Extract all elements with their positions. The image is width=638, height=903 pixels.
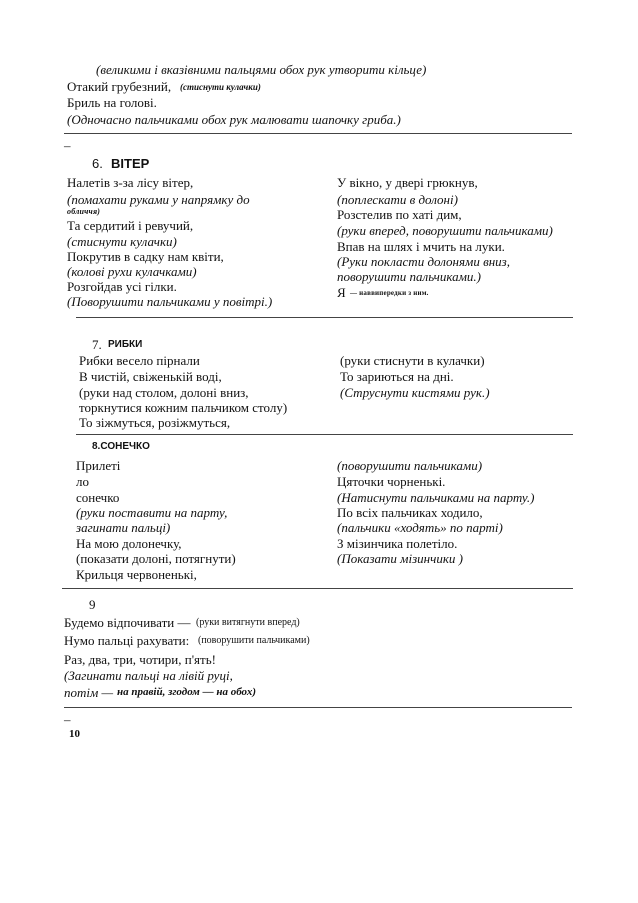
s6-left-5: (стиснути кулачки) — [67, 234, 177, 249]
s6-right-4: (руки вперед, поворушити пальчиками) — [337, 223, 553, 238]
divider — [76, 434, 573, 435]
s10-number: 10 — [69, 728, 80, 740]
s8-right-3: (Натиснути пальчиками на парту.) — [337, 490, 535, 505]
s5-line-3: Бриль на голові. — [67, 95, 157, 110]
s8-right-4: По всіх пальчиках ходило, — [337, 505, 483, 520]
s6-left-2: (помахати руками у напрямку до — [67, 192, 250, 207]
s6-right-8: Я — [337, 285, 346, 300]
s9-line-1: Будемо відпочивати — — [64, 615, 191, 630]
s8-left-8: Крильця червоненькі, — [76, 567, 197, 582]
s8-left-6: На мою долонечку, — [76, 536, 182, 551]
s5-line-2: Отакий грубезний, — [67, 79, 172, 94]
s6-right-3: Розстелив по хаті дим, — [337, 207, 462, 222]
s8-left-2: ло — [76, 474, 89, 489]
s5-line-4: (Одночасно пальчиками обох рук малювати шапочку гриба.) — [67, 112, 401, 127]
s6-number: 6. — [92, 156, 103, 171]
s9-line-5b: на правій, згодом — на обох) — [117, 686, 256, 698]
s7-title: РИБКИ — [108, 339, 143, 350]
s7-left-2: В чистій, свіженькій воді, — [79, 369, 222, 384]
s8-left-3: сонечко — [76, 490, 120, 505]
s8-left-4: (руки поставити на парту, — [76, 505, 228, 520]
s6-right-7: поворушити пальчиками.) — [337, 269, 481, 284]
s5-dash: – — [64, 138, 71, 153]
s5-line-1: (великими і вказівними пальцями обох рук утворити кільце) — [96, 62, 427, 77]
divider — [64, 133, 572, 134]
s5-line-2-note: (стиснути кулачки) — [180, 82, 261, 92]
s6-left-6: Покрутив в садку нам квіти, — [67, 249, 224, 264]
s7-right-2: То зариються на дні. — [340, 369, 454, 384]
s8-right-2: Цяточки чорненькі. — [337, 474, 446, 489]
s8-right-5: (пальчики «ходять» по парті) — [337, 520, 503, 535]
s8-right-7: (Показати мізинчики ) — [337, 551, 463, 566]
s9-line-4: (Загинати пальці на лівій руці, — [64, 668, 233, 683]
s9-line-2-note: (поворушити пальчиками) — [198, 635, 310, 646]
s7-number: 7. — [92, 337, 102, 352]
s6-right-5: Впав на шлях і мчить на луки. — [337, 239, 505, 254]
divider — [62, 588, 573, 589]
s6-right-1: У вікно, у двері грюкнув, — [337, 175, 478, 190]
s6-right-2: (поплескати в долоні) — [337, 192, 458, 207]
s9-line-3: Раз, два, три, чотири, п'ять! — [64, 652, 216, 667]
s6-left-4: Та сердитий і ревучий, — [67, 218, 194, 233]
s9-line-1-note: (руки витягнути вперед) — [196, 617, 300, 628]
s6-left-9: (Поворушити пальчиками у повітрі.) — [67, 294, 273, 309]
s6-left-8: Розгойдав усі гілки. — [67, 279, 177, 294]
s8-right-1: (поворушити пальчиками) — [337, 458, 483, 473]
s7-left-4: торкнутися кожним пальчиком столу) — [79, 400, 288, 415]
s8-left-1: Прилеті — [76, 458, 121, 473]
s6-left-7: (колові рухи кулачками) — [67, 264, 197, 279]
s6-right-8-note: — наввипередки з ним. — [350, 289, 429, 297]
s9-line-5a: потім — — [64, 685, 114, 700]
s9-dash: – — [64, 712, 71, 727]
s7-left-3: (руки над столом, долоні вниз, — [79, 385, 249, 400]
s6-title: ВІТЕР — [111, 156, 150, 171]
s7-left-1: Рибки весело пірнали — [79, 353, 200, 368]
s8-left-5: загинати пальці) — [76, 520, 171, 535]
s9-number: 9 — [89, 597, 96, 612]
s8-title: 8.СОНЕЧКО — [92, 441, 150, 452]
s7-right-3: (Струснути кистями рук.) — [340, 385, 490, 400]
s6-right-6: (Руки покласти долонями вниз, — [337, 254, 510, 269]
s8-left-7: (показати долоні, потягнути) — [76, 551, 236, 566]
divider — [76, 317, 573, 318]
s6-left-3: обличчя) — [67, 207, 101, 216]
s7-right-1: (руки стиснути в кулачки) — [340, 353, 485, 368]
s7-left-5: То зіжмуться, розіжмуться, — [79, 415, 231, 430]
s6-left-1: Налетів з-за лісу вітер, — [67, 175, 194, 190]
s8-right-6: З мізинчика полетіло. — [337, 536, 458, 551]
s9-line-2: Нумо пальці рахувати: — [64, 633, 190, 648]
divider — [64, 707, 572, 708]
